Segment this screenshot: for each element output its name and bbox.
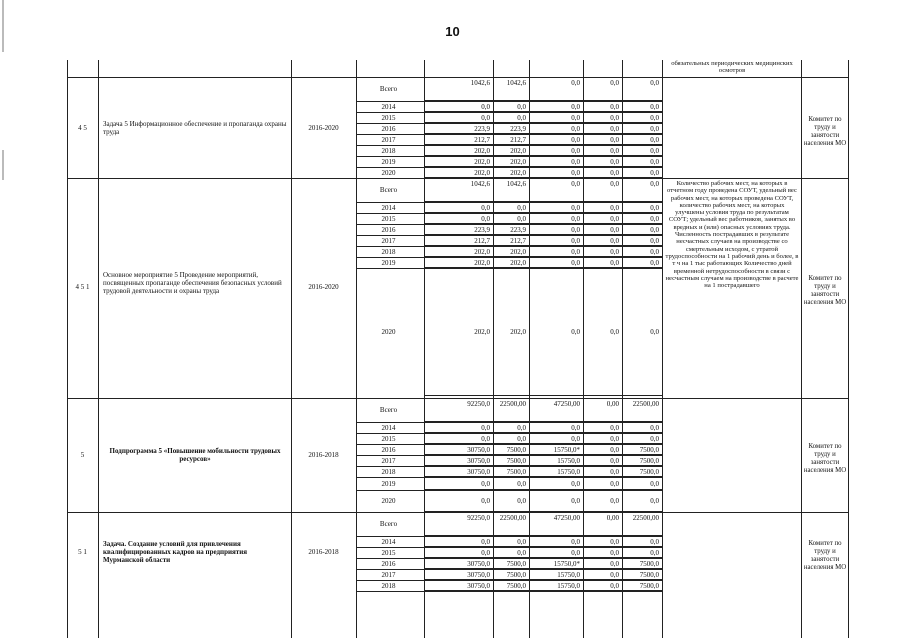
value-cell: 212,7: [474, 236, 490, 245]
value-cell: 15750,0: [557, 570, 580, 579]
value-cell: 0,0: [610, 434, 619, 443]
value-cell: 0,0: [610, 146, 619, 155]
value-cell: 0,0: [610, 180, 619, 188]
value-cell: 202,0: [510, 157, 526, 166]
value-cell: 0,0: [650, 537, 659, 546]
executor: Комитет по труду и занятости населения МО: [803, 275, 847, 306]
value-cell: 0,0: [610, 548, 619, 557]
value-cell: 0,0: [610, 467, 619, 476]
value-cell: 202,0: [474, 247, 490, 256]
block-top-border: [67, 512, 849, 513]
value-cell: 0,0: [517, 423, 526, 432]
year-cell: 2018: [381, 467, 396, 476]
value-cell: 1042,6: [506, 180, 526, 188]
scan-artifact: [2, 0, 4, 52]
value-cell: 0,0: [650, 548, 659, 557]
value-cell: 47250,00: [553, 514, 580, 522]
year-cell: 2015: [381, 113, 396, 122]
value-cell: 0,0: [650, 168, 659, 177]
year-cell: Всего: [379, 85, 398, 93]
value-cell: 1042,6: [506, 79, 526, 87]
value-cell: 223,9: [510, 124, 526, 133]
value-cell: 0,0: [517, 497, 526, 505]
value-cell: 1042,6: [470, 79, 490, 87]
value-cell: 202,0: [510, 328, 526, 336]
value-cell: 0,0: [610, 445, 619, 454]
value-cell: 30750,0: [467, 467, 490, 476]
value-cell: 7500,0: [506, 559, 526, 568]
measure-title: Задача. Создание условий для привлечения квалифицированных кадров на предприятия Мурманской области: [103, 539, 248, 564]
year-cell: 2016: [381, 124, 396, 133]
value-cell: 30750,0: [467, 570, 490, 579]
value-cell: 0,0: [571, 157, 580, 166]
year-cell: 2018: [381, 247, 396, 256]
value-cell: 0,0: [571, 203, 580, 212]
value-cell: 202,0: [510, 146, 526, 155]
year-cell: 2019: [381, 157, 396, 166]
value-cell: 7500,0: [506, 456, 526, 465]
period: 2016-2018: [308, 547, 339, 556]
value-cell: 202,0: [474, 168, 490, 177]
value-cell: 7500,0: [639, 581, 659, 590]
value-cell: 0,0: [610, 135, 619, 144]
value-cell: 47250,00: [553, 400, 580, 408]
value-cell: 202,0: [474, 328, 490, 336]
value-cell: 202,0: [474, 157, 490, 166]
value-cell: 30750,0: [467, 581, 490, 590]
value-cell: 0,0: [610, 124, 619, 133]
year-cell: 2014: [381, 423, 396, 432]
value-cell: 223,9: [474, 124, 490, 133]
value-cell: 0,0: [481, 434, 490, 443]
value-cell: 0,0: [571, 124, 580, 133]
value-cell: 0,0: [610, 79, 619, 87]
value-cell: 0,00: [606, 400, 619, 408]
value-cell: 0,0: [650, 497, 659, 505]
value-cell: 0,0: [650, 113, 659, 122]
year-cell: 2019: [381, 479, 396, 488]
value-cell: 0,00: [606, 514, 619, 522]
value-cell: 0,0: [517, 434, 526, 443]
value-cell: 15750,0: [557, 467, 580, 476]
value-cell: 0,0: [571, 548, 580, 557]
year-cell: 2018: [381, 581, 396, 590]
value-cell: 0,0: [517, 102, 526, 111]
value-cell: 0,0: [610, 570, 619, 579]
value-cell: 0,0: [610, 225, 619, 234]
year-cell: 2015: [381, 214, 396, 223]
value-cell: 0,0: [571, 113, 580, 122]
value-cell: 30750,0: [467, 559, 490, 568]
row-number: 4 5 1: [75, 283, 90, 291]
top-note: обязательных периодических медицинских осмотров: [671, 60, 793, 75]
value-cell: 0,0: [650, 479, 659, 488]
target-indicators: Количество рабочих мест, на которых в отчетном году проведена СОУТ, удельный вес рабочих мест, на которых проведена СОУТ, количество рабочих мест, на которых улучшены условия труда по результатам СОУТ; удельный вес работников, занятых во вредных и (или) опасных условиях труда. Численность пострадавших в результате несчастных случаев на производстве со смертельным исходом, с утратой трудоспособности на 1 рабочий день и более, в т ч на 1 тыс работающих Количество дней временной нетрудоспособности в связи с несчастным случаем на производстве в расчете на 1 пострадавшего: [665, 180, 799, 290]
value-cell: 0,0: [650, 146, 659, 155]
value-cell: 7500,0: [639, 456, 659, 465]
executor: Комитет по труду и занятости населения МО: [803, 115, 847, 147]
year-cell: 2017: [381, 236, 396, 245]
value-cell: 15750,0: [557, 456, 580, 465]
value-cell: 30750,0: [467, 445, 490, 454]
value-cell: 202,0: [474, 258, 490, 267]
value-cell: 0,0: [571, 146, 580, 155]
row-number: 4 5: [78, 123, 87, 132]
value-cell: 22500,00: [499, 514, 526, 522]
value-cell: 0,0: [481, 113, 490, 122]
year-cell: 2019: [381, 258, 396, 267]
value-cell: 0,0: [571, 168, 580, 177]
year-cell: Всего: [379, 186, 398, 194]
value-cell: 7500,0: [639, 445, 659, 454]
value-cell: 202,0: [474, 146, 490, 155]
year-cell: 2014: [381, 203, 396, 212]
value-cell: 0,0: [481, 537, 490, 546]
year-cell: Всего: [379, 520, 398, 528]
value-cell: 0,0: [610, 247, 619, 256]
executor: Комитет по труду и занятости населения МО: [803, 443, 847, 474]
value-cell: 0,0: [610, 168, 619, 177]
value-cell: 0,0: [610, 214, 619, 223]
year-cell: 2015: [381, 548, 396, 557]
value-cell: 0,0: [481, 479, 490, 488]
measure-title: Основное мероприятие 5 Проведение мероприятий, посвященных пропаганде обеспечения безопасных условий трудовой деятельности и охраны труда: [103, 271, 282, 295]
value-cell: 1042,6: [470, 180, 490, 188]
value-cell: 0,0: [650, 180, 659, 188]
value-cell: 0,0: [650, 124, 659, 133]
value-cell: 0,0: [650, 247, 659, 256]
value-cell: 0,0: [571, 328, 580, 336]
value-cell: 0,0: [571, 537, 580, 546]
value-cell: 0,0: [571, 225, 580, 234]
value-underline: [424, 395, 662, 396]
value-cell: 212,7: [510, 135, 526, 144]
value-cell: 223,9: [474, 225, 490, 234]
year-cell: Всего: [379, 406, 398, 414]
year-cell: 2020: [381, 168, 396, 177]
value-cell: 0,0: [481, 497, 490, 505]
value-cell: 7500,0: [506, 445, 526, 454]
block-top-border: [67, 178, 849, 179]
value-cell: 0,0: [571, 423, 580, 432]
value-cell: 0,0: [610, 479, 619, 488]
value-cell: 0,0: [571, 102, 580, 111]
value-cell: 212,7: [474, 135, 490, 144]
value-cell: 7500,0: [506, 581, 526, 590]
value-cell: 0,0: [610, 456, 619, 465]
value-cell: 223,9: [510, 225, 526, 234]
value-cell: 92250,0: [467, 514, 490, 522]
value-cell: 0,0: [571, 497, 580, 505]
value-cell: 0,0: [571, 79, 580, 87]
value-cell: 92250,0: [467, 400, 490, 408]
value-cell: 0,0: [571, 479, 580, 488]
year-cell: 2016: [381, 445, 396, 454]
value-cell: 0,0: [610, 203, 619, 212]
value-cell: 7500,0: [639, 570, 659, 579]
row-line: [356, 490, 662, 491]
value-cell: 22500,00: [499, 400, 526, 408]
value-cell: 0,0: [650, 135, 659, 144]
value-cell: 0,0: [481, 214, 490, 223]
value-cell: 0,0: [610, 328, 619, 336]
value-cell: 0,0: [571, 135, 580, 144]
year-cell: 2018: [381, 146, 396, 155]
value-cell: 15750,0: [557, 581, 580, 590]
row-line: [356, 268, 662, 269]
year-cell: 2020: [381, 497, 396, 505]
year-cell: 2014: [381, 537, 396, 546]
year-cell: 2017: [381, 456, 396, 465]
year-cell: 2016: [381, 225, 396, 234]
value-cell: 0,0: [481, 203, 490, 212]
value-cell: 0,0: [650, 434, 659, 443]
value-cell: 0,0: [610, 157, 619, 166]
value-cell: 0,0: [481, 548, 490, 557]
value-cell: 0,0: [610, 559, 619, 568]
value-cell: 15750,0*: [553, 559, 580, 568]
value-cell: 0,0: [650, 203, 659, 212]
value-cell: 22500,00: [632, 514, 659, 522]
value-cell: 0,0: [481, 102, 490, 111]
value-cell: 0,0: [650, 225, 659, 234]
value-cell: 0,0: [610, 113, 619, 122]
value-cell: 0,0: [517, 537, 526, 546]
value-cell: 7500,0: [506, 467, 526, 476]
value-cell: 0,0: [610, 258, 619, 267]
value-cell: 7500,0: [639, 559, 659, 568]
year-cell: 2017: [381, 135, 396, 144]
year-cell: 2020: [381, 328, 396, 336]
row-number: 5: [80, 451, 85, 459]
executor: Комитет по труду и занятости населения МО: [803, 539, 847, 571]
block-bottom-border: [356, 591, 662, 592]
value-cell: 0,0: [610, 497, 619, 505]
value-cell: 202,0: [510, 258, 526, 267]
value-cell: 0,0: [610, 102, 619, 111]
value-cell: 30750,0: [467, 456, 490, 465]
value-cell: 0,0: [571, 180, 580, 188]
period: 2016-2020: [308, 123, 339, 132]
value-cell: 0,0: [610, 581, 619, 590]
value-cell: 22500,00: [632, 400, 659, 408]
value-cell: 7500,0: [639, 467, 659, 476]
value-cell: 0,0: [571, 434, 580, 443]
row-number: 5 1: [78, 547, 87, 556]
value-cell: 0,0: [571, 247, 580, 256]
value-cell: 0,0: [481, 423, 490, 432]
block-top-border: [67, 77, 849, 78]
block-top-border: [67, 398, 849, 399]
year-cell: 2016: [381, 559, 396, 568]
scan-artifact: [2, 150, 4, 180]
measure-title: Задача 5 Информационное обеспечение и пропаганда охраны труда: [103, 119, 287, 136]
value-cell: 0,0: [610, 236, 619, 245]
program-table: [67, 60, 849, 638]
period: 2016-2020: [308, 283, 339, 291]
value-cell: 0,0: [650, 157, 659, 166]
value-cell: 0,0: [650, 258, 659, 267]
value-cell: 0,0: [650, 214, 659, 223]
value-cell: 0,0: [610, 423, 619, 432]
value-cell: 0,0: [571, 214, 580, 223]
value-cell: 212,7: [510, 236, 526, 245]
row-line: [356, 477, 662, 478]
value-cell: 7500,0: [506, 570, 526, 579]
value-cell: 0,0: [517, 113, 526, 122]
year-cell: 2015: [381, 434, 396, 443]
value-cell: 0,0: [650, 328, 659, 336]
value-cell: 202,0: [510, 247, 526, 256]
year-cell: 2017: [381, 570, 396, 579]
measure-title: Подпрограмма 5 «Повышение мобильности трудовых ресурсов»: [109, 447, 281, 463]
value-cell: 0,0: [650, 236, 659, 245]
year-cell: 2014: [381, 102, 396, 111]
value-cell: 0,0: [517, 203, 526, 212]
value-cell: 15750,0*: [553, 445, 580, 454]
value-cell: 0,0: [517, 548, 526, 557]
value-cell: 0,0: [610, 537, 619, 546]
value-cell: 0,0: [571, 258, 580, 267]
period: 2016-2018: [308, 451, 339, 459]
value-cell: 0,0: [571, 236, 580, 245]
value-cell: 0,0: [650, 79, 659, 87]
value-cell: 0,0: [650, 423, 659, 432]
value-cell: 0,0: [517, 214, 526, 223]
value-cell: 0,0: [650, 102, 659, 111]
value-cell: 202,0: [510, 168, 526, 177]
value-cell: 0,0: [517, 479, 526, 488]
page-number: 10: [445, 24, 460, 39]
